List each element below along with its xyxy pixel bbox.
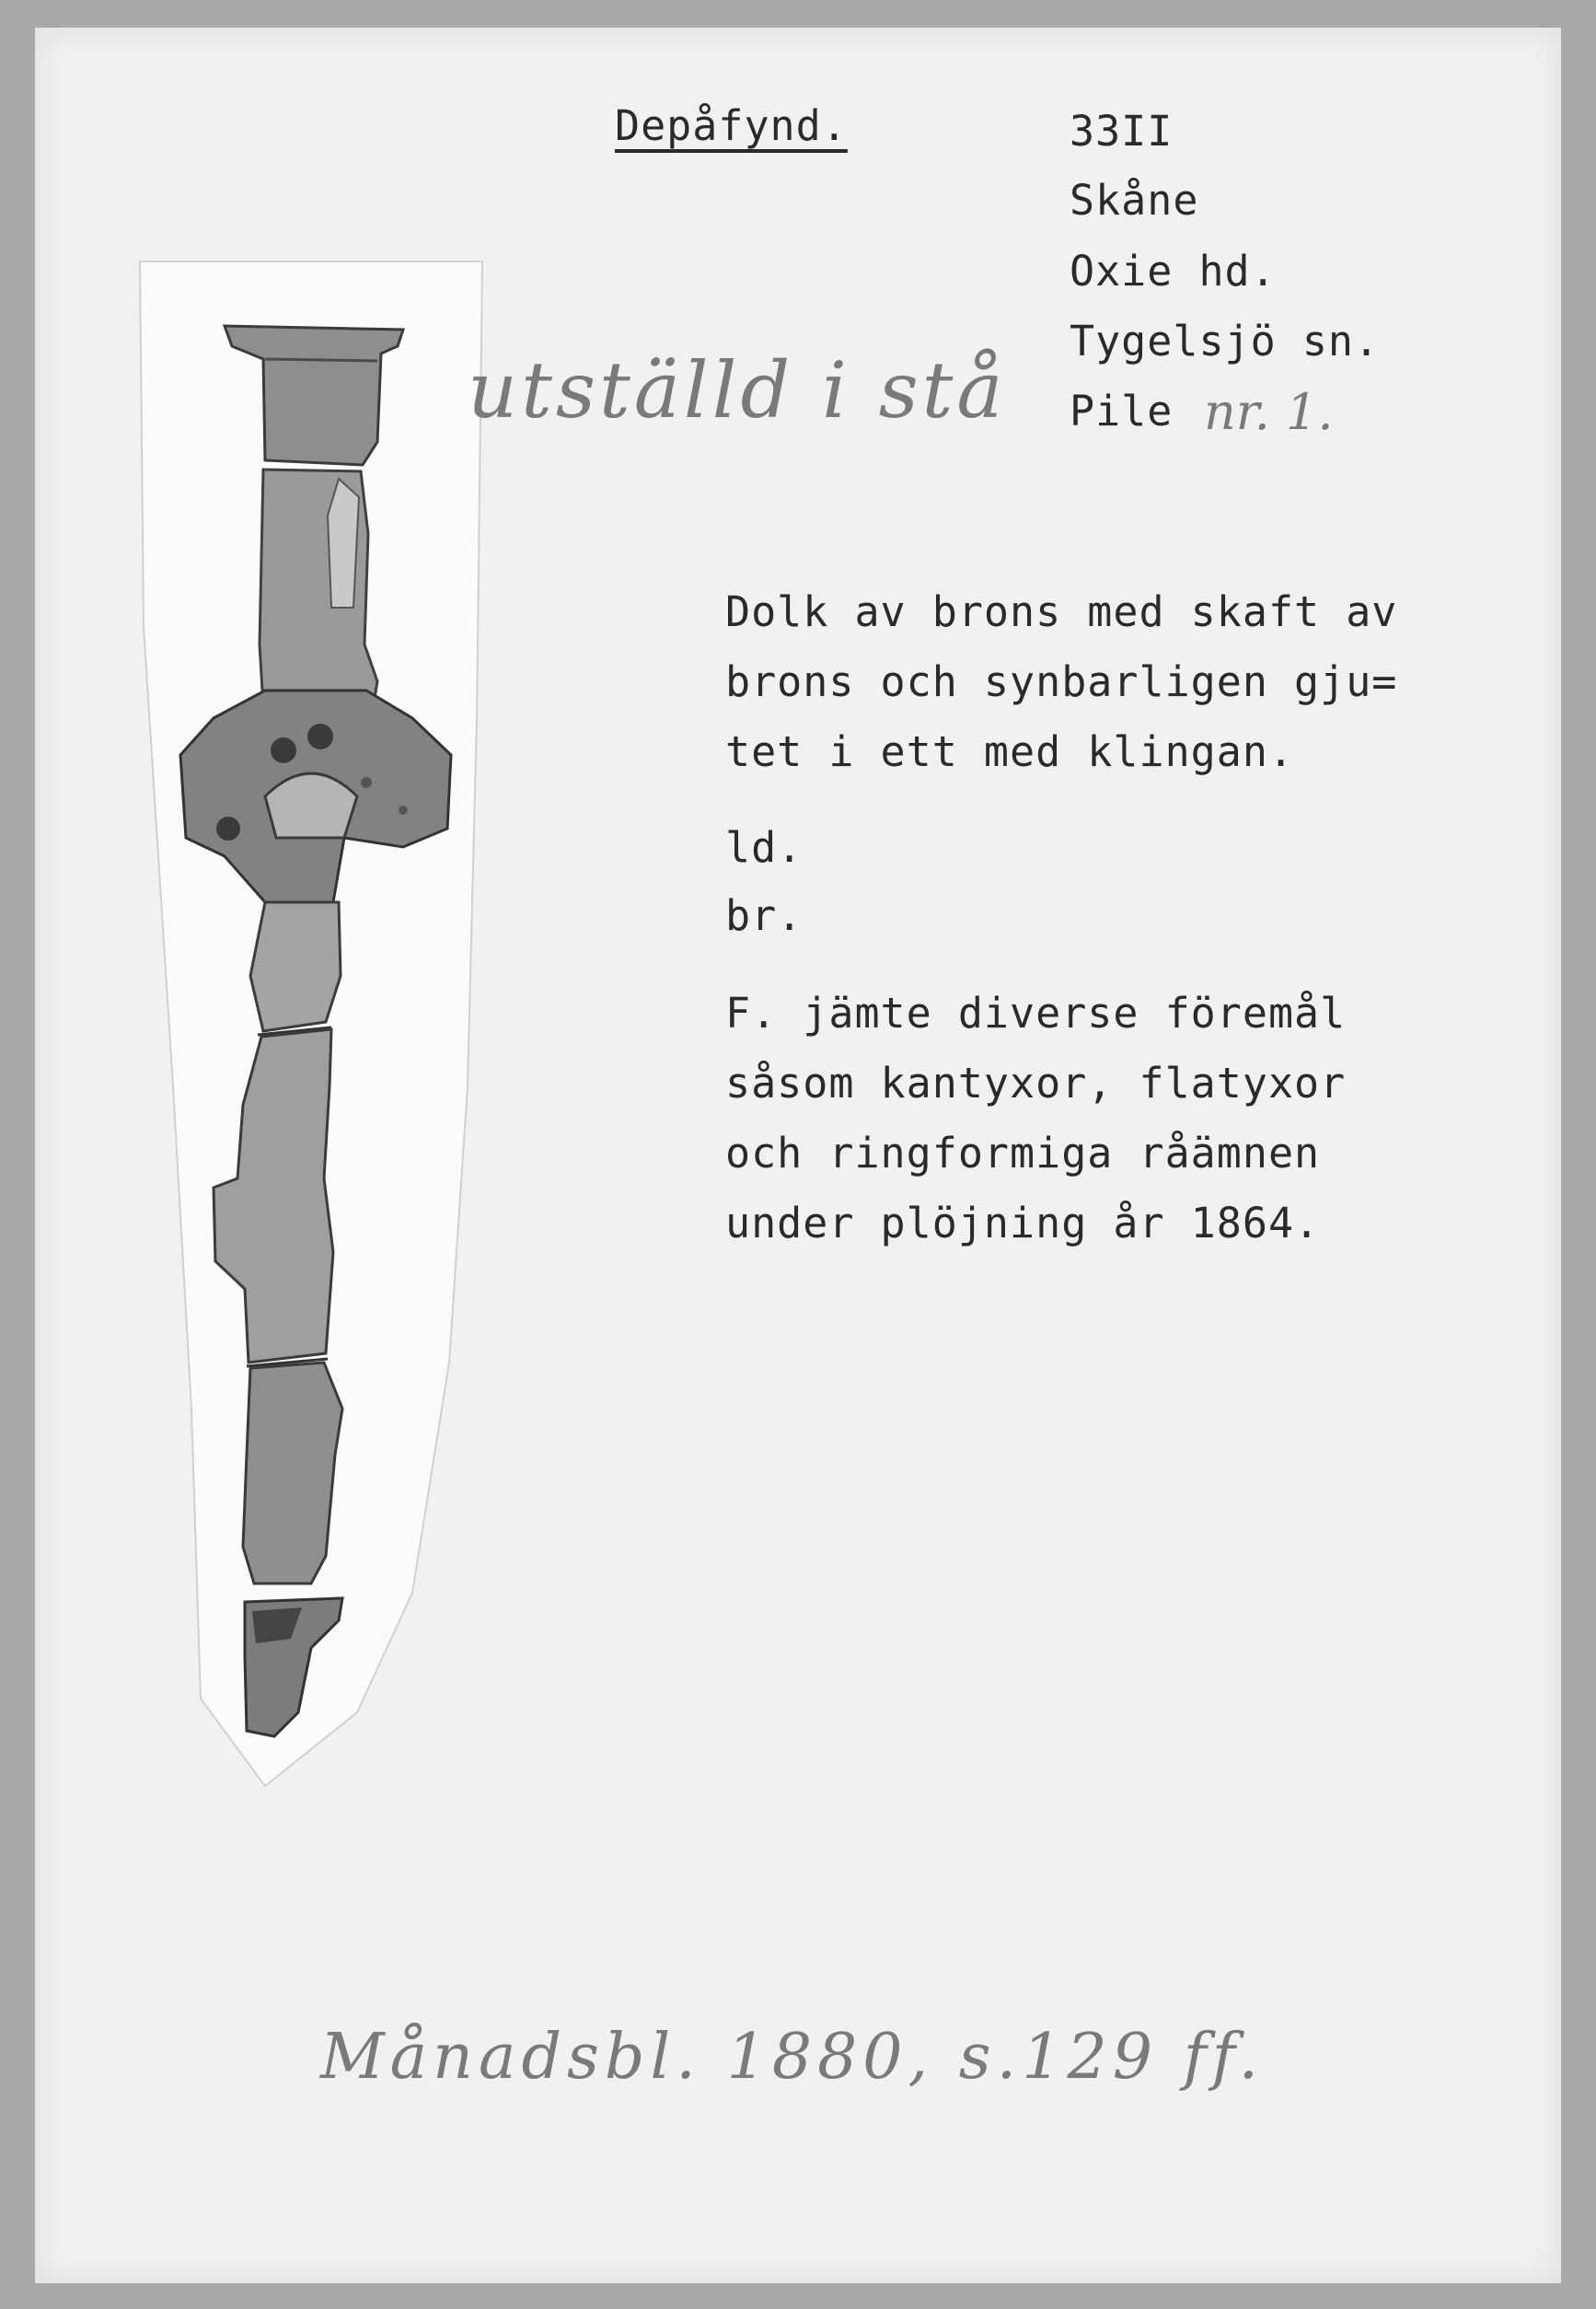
find-line: F. jämte diverse föremål	[725, 989, 1347, 1038]
find-line: såsom kantyxor, flatyxor	[725, 1059, 1347, 1108]
reference-handwritten: Månadsbl. 1880, s.129 ff.	[320, 2021, 1265, 2094]
dagger-photo	[136, 258, 486, 1795]
width-label: br.	[725, 891, 804, 940]
card-heading: Depåfynd.	[615, 101, 848, 150]
catalog-card	[35, 28, 1561, 2283]
district: Oxie hd.	[1070, 247, 1277, 296]
handwritten-note: utställd i stå	[468, 345, 1007, 435]
description-line: Dolk av brons med skaft av	[725, 587, 1398, 636]
description-line: tet i ett med klingan.	[725, 727, 1295, 776]
parish: Tygelsjö sn.	[1070, 317, 1381, 365]
length-label: ld.	[725, 823, 804, 872]
find-line: och ringformiga råämnen	[725, 1129, 1321, 1178]
dagger-image	[136, 258, 486, 1795]
find-line: under plöjning år 1864.	[725, 1199, 1321, 1247]
site: Pile	[1070, 387, 1174, 435]
catalog-number: 33II	[1070, 107, 1174, 156]
description-line: brons och synbarligen gju=	[725, 657, 1398, 706]
province: Skåne	[1070, 176, 1199, 225]
site-number-handwritten: nr. 1.	[1204, 383, 1334, 441]
